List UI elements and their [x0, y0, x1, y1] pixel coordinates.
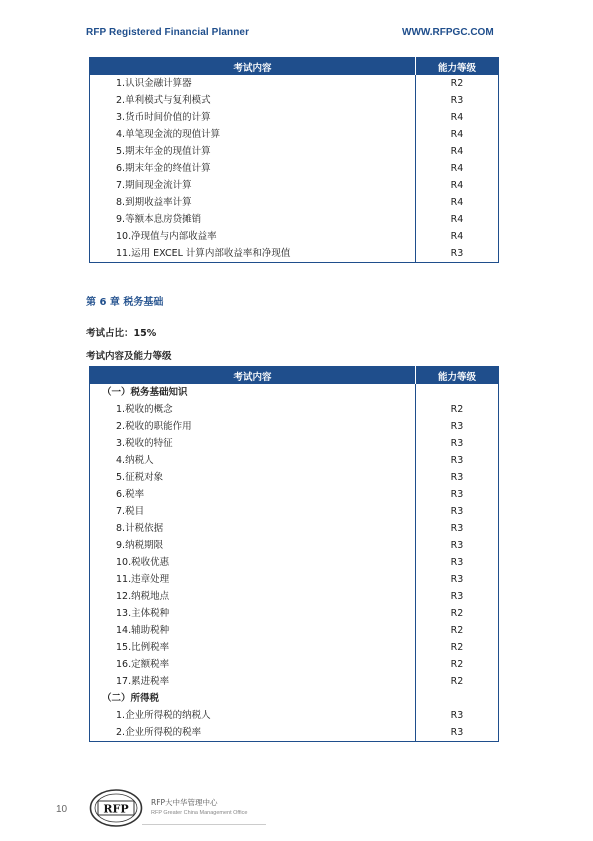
- row-content: 7.税目: [116, 506, 145, 517]
- column-header-level: 能力等级: [416, 58, 499, 76]
- table-row: [90, 503, 499, 520]
- row-content: （一）税务基础知识: [102, 387, 188, 398]
- row-level: R4: [416, 211, 499, 228]
- row-content: 17.累进税率: [116, 676, 170, 687]
- footer-divider: [142, 824, 266, 825]
- row-content: 12.纳税地点: [116, 591, 170, 602]
- row-content: 15.比例税率: [116, 642, 170, 653]
- row-level: R3: [416, 503, 499, 520]
- table-row: [90, 554, 499, 571]
- row-level: R3: [416, 520, 499, 537]
- row-level: R2: [416, 673, 499, 690]
- table-row: [90, 724, 499, 742]
- row-content: 1.税收的概念: [116, 404, 173, 415]
- row-content: 11.运用 EXCEL 计算内部收益率和净现值: [116, 248, 291, 259]
- table-row: [90, 707, 499, 724]
- row-content: 11.违章处理: [116, 574, 170, 585]
- row-content: 6.期末年金的终值计算: [116, 163, 211, 174]
- row-content: 2.单利模式与复利模式: [116, 95, 211, 106]
- table-row: [90, 605, 499, 622]
- row-level: R3: [416, 588, 499, 605]
- row-content: 4.纳税人: [116, 455, 154, 466]
- row-content: （二）所得税: [102, 693, 160, 704]
- row-content: 10.税收优惠: [116, 557, 170, 568]
- row-level: R3: [416, 452, 499, 469]
- row-level: R2: [416, 656, 499, 673]
- row-content: 2.企业所得税的税率: [116, 727, 202, 738]
- table-row: [90, 245, 499, 263]
- row-content: 13.主体税种: [116, 608, 170, 619]
- row-level: R2: [416, 75, 499, 92]
- row-level: R3: [416, 418, 499, 435]
- exam-content-table-2: [89, 366, 499, 742]
- table-row: [90, 673, 499, 690]
- table-row: [90, 520, 499, 537]
- table-row: [90, 622, 499, 639]
- row-level: R3: [416, 537, 499, 554]
- row-level: R4: [416, 109, 499, 126]
- row-level: R2: [416, 401, 499, 418]
- exam-content-table-1: [89, 57, 499, 263]
- row-content: 2.税收的职能作用: [116, 421, 192, 432]
- table-header-row: [90, 58, 499, 76]
- column-header-content: 考试内容: [90, 367, 416, 385]
- logo-text: RFP: [103, 802, 129, 816]
- table-row: [90, 75, 499, 92]
- table-header-row: [90, 367, 499, 385]
- row-level: R3: [416, 571, 499, 588]
- table-row: [90, 177, 499, 194]
- table-row: [90, 418, 499, 435]
- row-level: R4: [416, 228, 499, 245]
- header-title: RFP Registered Financial Planner: [86, 27, 250, 38]
- row-level: [416, 690, 499, 707]
- table-row: [90, 435, 499, 452]
- header-website-link[interactable]: WWW.RFPGC.COM: [402, 27, 494, 38]
- row-content: 1.企业所得税的纳税人: [116, 710, 211, 721]
- page-number: 10: [56, 804, 68, 815]
- row-level: R3: [416, 707, 499, 724]
- row-content: 4.单笔现金流的现值计算: [116, 129, 221, 140]
- table-row: [90, 452, 499, 469]
- table-row: [90, 194, 499, 211]
- table-row: [90, 143, 499, 160]
- section-group-row: [90, 384, 499, 401]
- section-group-row: [90, 690, 499, 707]
- org-name-en: RFP Greater China Management Office: [151, 810, 248, 816]
- table-row: [90, 571, 499, 588]
- row-level: R4: [416, 126, 499, 143]
- row-level: R3: [416, 486, 499, 503]
- table-row: [90, 639, 499, 656]
- table-row: [90, 537, 499, 554]
- row-content: 9.纳税期限: [116, 540, 164, 551]
- row-content: 16.定额税率: [116, 659, 170, 670]
- table-row: [90, 469, 499, 486]
- row-content: 5.期末年金的现值计算: [116, 146, 211, 157]
- rfp-logo: [89, 788, 143, 828]
- row-level: [416, 384, 499, 401]
- row-content: 6.税率: [116, 489, 145, 500]
- table-row: [90, 160, 499, 177]
- table-row: [90, 109, 499, 126]
- org-name: RFP大中华管理中心: [151, 798, 218, 807]
- row-level: R4: [416, 177, 499, 194]
- row-level: R2: [416, 639, 499, 656]
- exam-ratio: 考试占比：15%: [86, 328, 157, 339]
- row-level: R3: [416, 554, 499, 571]
- table-row: [90, 228, 499, 245]
- section-subtitle: 考试内容及能力等级: [86, 351, 172, 362]
- table-row: [90, 211, 499, 228]
- row-level: R2: [416, 605, 499, 622]
- row-level: R3: [416, 245, 499, 263]
- column-header-content: 考试内容: [90, 58, 416, 76]
- chapter-title: 第 6 章 税务基础: [86, 297, 164, 308]
- row-content: 9.等额本息房贷摊销: [116, 214, 202, 225]
- row-level: R4: [416, 143, 499, 160]
- row-content: 1.认识金融计算器: [116, 78, 192, 89]
- row-level: R4: [416, 160, 499, 177]
- row-level: R3: [416, 435, 499, 452]
- row-level: R3: [416, 469, 499, 486]
- row-content: 3.税收的特征: [116, 438, 173, 449]
- table-row: [90, 656, 499, 673]
- row-content: 7.期间现金流计算: [116, 180, 192, 191]
- row-content: 8.计税依据: [116, 523, 164, 534]
- table-row: [90, 588, 499, 605]
- row-level: R4: [416, 194, 499, 211]
- column-header-level: 能力等级: [416, 367, 499, 385]
- row-content: 14.辅助税种: [116, 625, 170, 636]
- row-level: R3: [416, 92, 499, 109]
- table-row: [90, 126, 499, 143]
- row-level: R2: [416, 622, 499, 639]
- table-row: [90, 486, 499, 503]
- row-content: 8.到期收益率计算: [116, 197, 192, 208]
- row-content: 10.净现值与内部收益率: [116, 231, 217, 242]
- row-content: 3.货币时间价值的计算: [116, 112, 211, 123]
- row-level: R3: [416, 724, 499, 742]
- row-content: 5.征税对象: [116, 472, 164, 483]
- table-row: [90, 401, 499, 418]
- table-row: [90, 92, 499, 109]
